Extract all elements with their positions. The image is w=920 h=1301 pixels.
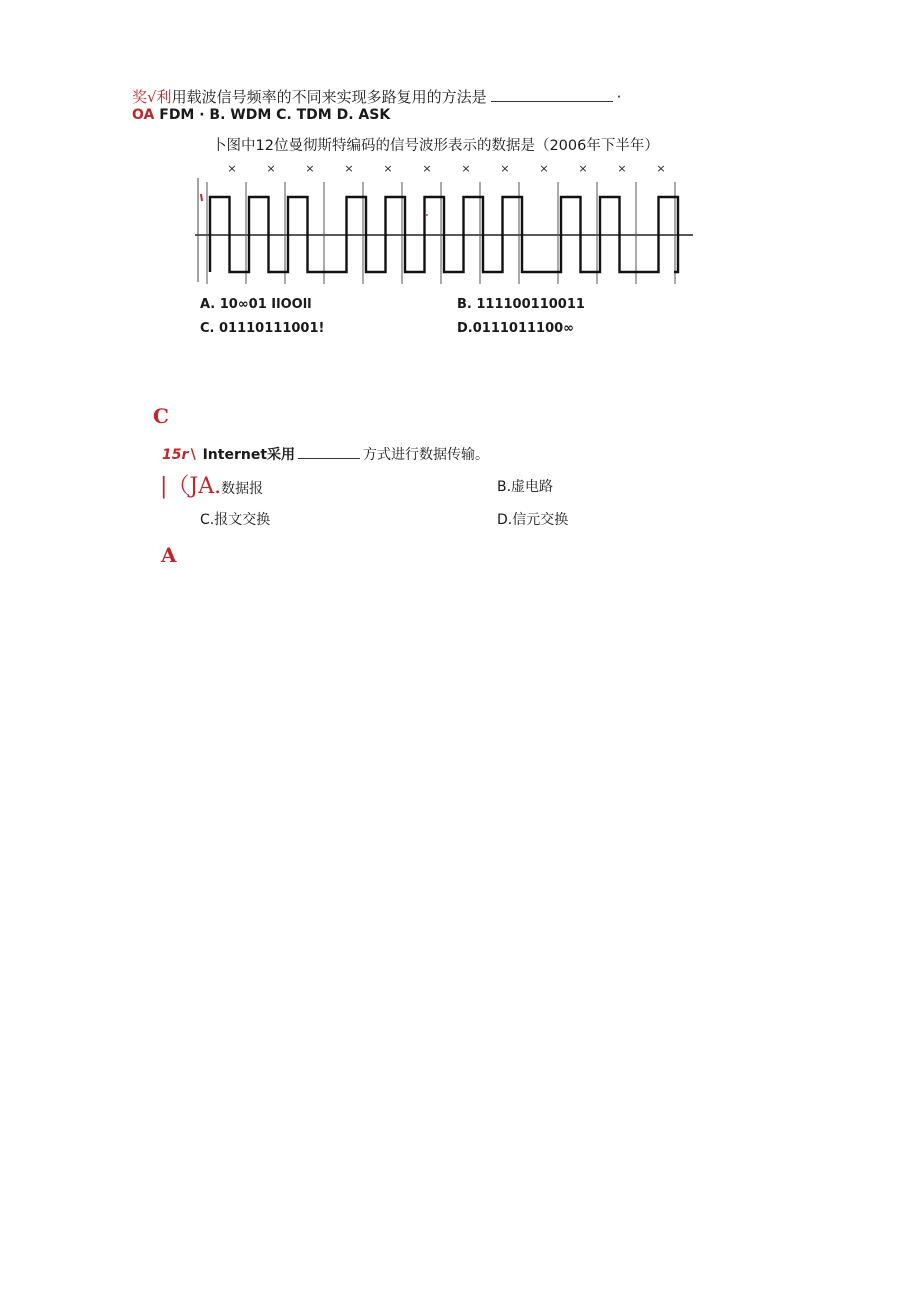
question-3-option-d: D.信元交换 (497, 512, 569, 528)
question-2-text: 卜图中12位曼彻斯特编码的信号波形表示的数据是（2006年下半年） (212, 138, 659, 154)
bit-mark: × (461, 162, 471, 175)
question-3-option-a (160, 469, 263, 500)
option-a-marker: |（JA. (160, 474, 222, 499)
question-3-option-c: C.报文交换 (200, 512, 271, 528)
question-1-prefix: 奖√利 (132, 88, 172, 106)
bit-mark: × (617, 162, 627, 175)
bit-marks (227, 162, 665, 175)
question-1-option-prefix: OA (132, 107, 155, 123)
bit-mark: × (539, 162, 549, 175)
red-annotation-dot (426, 214, 428, 216)
question-3-prefix: 15r∖ (162, 447, 199, 463)
bit-mark: × (422, 162, 432, 175)
answer-blank (491, 87, 613, 102)
question-1-options-text: FDM · B. WDM C. TDM D. ASK (159, 107, 391, 123)
bit-mark: × (656, 162, 666, 175)
bit-mark: × (383, 162, 393, 175)
option-a-label: 数据报 (221, 481, 264, 497)
bit-mark: × (344, 162, 354, 175)
question-1-suffix: · (616, 88, 622, 106)
question-3 (162, 444, 489, 464)
red-annotation-mark (201, 194, 202, 201)
question-2-option-a: A. 10∞01 IlOOll (200, 297, 312, 312)
question-3-answer: A (161, 543, 177, 567)
question-1-options (132, 107, 390, 123)
question-3-text-before: Internet采用 (202, 447, 296, 463)
question-3-text-after: 方式进行数据传输。 (363, 447, 490, 463)
bit-mark: × (305, 162, 315, 175)
question-1-text: 用载波信号频率的不同来实现多路复用的方法是 (171, 88, 487, 106)
question-2-option-c: C. 01110111001! (200, 321, 325, 336)
bit-mark: × (227, 162, 237, 175)
bit-mark: × (266, 162, 276, 175)
question-2-option-b: B. 111100110011 (457, 297, 585, 312)
bit-mark: × (578, 162, 588, 175)
question-2-option-d: D.0111011100∞ (457, 321, 575, 336)
question-1 (132, 86, 621, 107)
question-3-option-b: B.虚电路 (497, 479, 554, 495)
bit-mark: × (500, 162, 510, 175)
question-2-answer: C (153, 404, 169, 428)
manchester-waveform-diagram (195, 160, 695, 285)
answer-blank (298, 445, 360, 459)
